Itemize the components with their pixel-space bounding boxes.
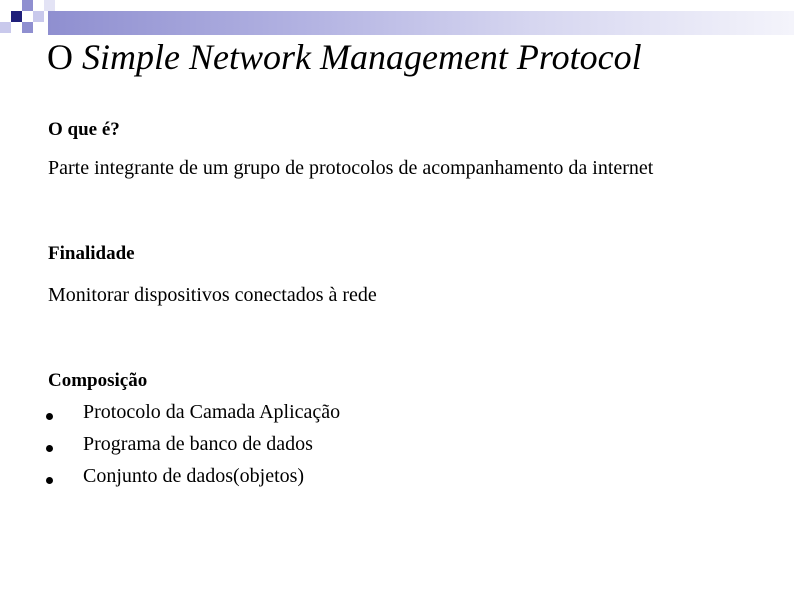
section-heading-what: O que é?	[48, 119, 120, 140]
section-heading-composition: Composição	[48, 370, 148, 391]
list-item-label: Programa de banco de dados	[83, 433, 313, 455]
section-text-what: Parte integrante de um grupo de protocolos de acompanhamento da internet	[48, 157, 654, 179]
bullet-icon	[46, 445, 53, 452]
decor-square-light-3	[44, 0, 55, 11]
decor-square-mid	[22, 0, 33, 11]
list-item-label: Protocolo da Camada Aplicação	[83, 401, 341, 423]
header-gradient-bar	[48, 11, 794, 35]
slide-title-main: Simple Network Management Protocol	[82, 37, 642, 77]
bullet-icon	[46, 477, 53, 484]
slide-title-prefix: O	[47, 37, 82, 77]
decor-square-mid-2	[22, 22, 33, 33]
slide-title	[47, 38, 642, 78]
decor-square-light	[33, 11, 44, 22]
bullet-icon	[46, 413, 53, 420]
decor-square-light-2	[0, 22, 11, 33]
section-heading-purpose: Finalidade	[48, 243, 135, 264]
decor-square-dark	[11, 11, 22, 22]
section-text-purpose: Monitorar dispositivos conectados à rede	[48, 284, 377, 306]
list-item-label: Conjunto de dados(objetos)	[83, 465, 305, 487]
